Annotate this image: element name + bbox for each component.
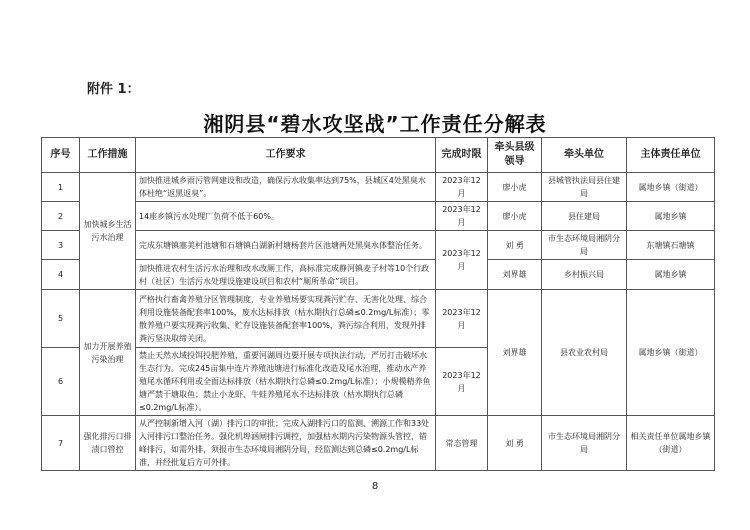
header-measure: 工作措施: [80, 138, 136, 173]
header-leader: 牵头县级领导: [488, 138, 542, 173]
row-leader: 刘 勇: [488, 231, 542, 260]
responsibility-table: [41, 137, 715, 471]
row-lead-unit: 市生态环境局湘阴分局: [542, 231, 627, 260]
row-resp-unit: 东塘镇石塘镇: [627, 231, 715, 260]
table-row: [42, 173, 715, 202]
row-lead-unit: 县住建局: [542, 202, 627, 231]
breeding-resp-unit: 属地乡镇（街道）: [627, 290, 715, 416]
row-deadline: 2023年12月: [436, 290, 488, 348]
row-no: 4: [42, 260, 80, 290]
measure-cell: 加力开展养殖污染治理: [80, 290, 136, 416]
row-deadline: 2023年12月: [436, 202, 488, 231]
row-resp-unit: 属地乡镇: [627, 202, 715, 231]
row-requirement: 完成东塘镇塞美村池塘和石塘镇白湖新村塘杨套片区池塘两处黑臭水体整治任务。: [136, 231, 436, 260]
row-leader: 刘界雄: [488, 260, 542, 290]
row-lead-unit: 乡村振兴局: [542, 260, 627, 290]
row-no: 3: [42, 231, 80, 260]
row-requirement: 禁止天然水域投饵投肥养殖，重要河湖周边要开展专项执法行动，严厉打击破坏水生态行为。完成245亩集中连片养殖池塘进行标准化改造及尾水治理，推动水产养殖尾水循环利用或全面达标排放（枯水期执行总磷≤0.2mg/L标准）；小规模精养鱼塘严禁干塘取鱼；禁止小龙虾、牛蛙养殖尾水不达标排放（枯水期执行总磷≤0.2mg/L标准）。: [136, 348, 436, 416]
row-requirement: 从严控制新增入河（湖）排污口的审批；完成入湖排污口的监测、溯源工作和33处入河排污口整治任务。强化机埠涵闸排污调控，加强枯水期内污染物源头管控，错峰排污，如需外排，须报市生态环境局湘阴分局，经监测达到总磷≤0.2mg/L标准，并经批复后方可外排。: [136, 416, 436, 471]
row-lead-unit: 县城管执法局县住建局: [542, 173, 627, 202]
header-resp-unit: 主体责任单位: [627, 138, 715, 173]
attachment-label: 附件 1：: [87, 82, 140, 97]
header-lead-unit: 牵头单位: [542, 138, 627, 173]
page-number: 8: [371, 481, 379, 492]
row-no: 2: [42, 202, 80, 231]
row-leader: 廖小虎: [488, 173, 542, 202]
measure-cell: 加快城乡生活污水治理: [80, 173, 136, 290]
header-requirement: 工作要求: [136, 138, 436, 173]
row-resp-unit: 属地乡镇（街道）: [627, 173, 715, 202]
row-deadline: 2023年12月: [436, 173, 488, 202]
page-title: 湘阴县“碧水攻坚战”工作责任分解表: [203, 112, 547, 136]
row-no: 1: [42, 173, 80, 202]
row-no: 6: [42, 348, 80, 416]
row-resp-unit: 相关责任单位属地乡镇（街道）: [627, 416, 715, 471]
row-resp-unit: 属地乡镇: [627, 260, 715, 290]
row-requirement: 严格执行畜禽养殖分区管理制度，专业养殖场要实现粪污贮存、无害化处理、综合利用设施装备配套率100%，废水达标排放（枯水期执行总磷≤0.2mg/L标准）；零散养殖户要实现粪污收集、贮存设施装备配套率100%，粪污综合利用，发现外排粪污坚决取缔关闭。: [136, 290, 436, 348]
row-requirement: 加快推进农村生活污水治理和改水改厕工作，高标准完成静河镇麦子村等10个行政村（社区）生活污水处理设施建设项目和农村“厕所革命”项目。: [136, 260, 436, 290]
measure-cell: 强化排污口排渍口管控: [80, 416, 136, 471]
breeding-leader: 刘界雄: [488, 290, 542, 416]
row-leader: 廖小虎: [488, 202, 542, 231]
table-row: [42, 202, 715, 231]
row-deadline: 2023年12月: [436, 231, 488, 290]
header-deadline: 完成时限: [436, 138, 488, 173]
row-requirement: 加快推进城乡雨污管网建设和改造，确保污水收集率达到75%，县城区4处黑臭水体杜绝“返黑返臭”。: [136, 173, 436, 202]
breeding-lead-unit: 县农业农村局: [542, 290, 627, 416]
row-deadline: 常态管理: [436, 416, 488, 471]
table-row: [42, 416, 715, 471]
table-row: [42, 231, 715, 260]
row-requirement: 14座乡镇污水处理厂负荷不低于60%。: [136, 202, 436, 231]
header-no: 序号: [42, 138, 80, 173]
row-leader: 刘 勇: [488, 416, 542, 471]
row-no: 7: [42, 416, 80, 471]
row-lead-unit: 市生态环境局湘阴分局: [542, 416, 627, 471]
row-no: 5: [42, 290, 80, 348]
row-deadline: 2023年12月: [436, 348, 488, 416]
table-header-row: [42, 138, 715, 173]
table-row: [42, 290, 715, 348]
table-row: [42, 260, 715, 290]
